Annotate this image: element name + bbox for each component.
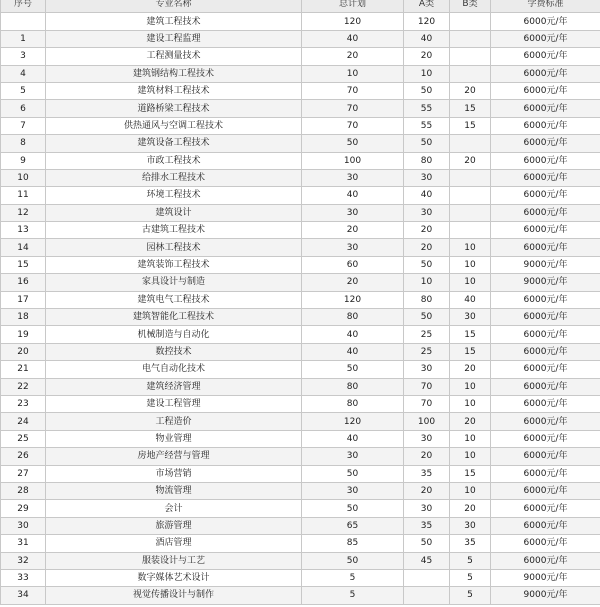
cell-major: 服装设计与工艺	[46, 552, 302, 569]
cell-a: 35	[404, 517, 450, 534]
cell-a: 30	[404, 430, 450, 447]
cell-total: 70	[302, 117, 404, 134]
cell-major: 建筑智能化工程技术	[46, 309, 302, 326]
table-row	[1, 517, 600, 534]
cell-b	[450, 187, 491, 204]
cell-a: 50	[404, 135, 450, 152]
cell-fee: 6000元/年	[491, 13, 600, 30]
cell-a: 80	[404, 291, 450, 308]
table-row	[1, 413, 600, 430]
cell-fee: 6000元/年	[491, 413, 600, 430]
cell-no: 29	[1, 500, 46, 517]
cell-a: 50	[404, 82, 450, 99]
cell-no: 1	[1, 30, 46, 47]
cell-total: 30	[302, 239, 404, 256]
cell-no: 32	[1, 552, 46, 569]
cell-total: 120	[302, 413, 404, 430]
cell-fee: 6000元/年	[491, 552, 600, 569]
cell-b: 5	[450, 569, 491, 586]
cell-b	[450, 13, 491, 30]
cell-no: 20	[1, 343, 46, 360]
cell-b: 10	[450, 378, 491, 395]
table-row	[1, 82, 600, 99]
cell-major: 工程造价	[46, 413, 302, 430]
cell-b	[450, 204, 491, 221]
cell-major: 市政工程技术	[46, 152, 302, 169]
cell-no: 12	[1, 204, 46, 221]
cell-b: 5	[450, 587, 491, 604]
cell-b: 30	[450, 517, 491, 534]
header-a: A类	[404, 0, 450, 13]
cell-major: 建设工程管理	[46, 395, 302, 412]
cell-a: 70	[404, 378, 450, 395]
table-row	[1, 13, 600, 30]
cell-fee: 6000元/年	[491, 517, 600, 534]
cell-a	[404, 569, 450, 586]
cell-total: 50	[302, 500, 404, 517]
cell-major: 酒店管理	[46, 535, 302, 552]
table-row	[1, 395, 600, 412]
table-row	[1, 535, 600, 552]
cell-a: 30	[404, 169, 450, 186]
cell-no: 25	[1, 430, 46, 447]
cell-b	[450, 65, 491, 82]
cell-total: 80	[302, 309, 404, 326]
cell-total: 20	[302, 222, 404, 239]
cell-total: 40	[302, 430, 404, 447]
table-row	[1, 204, 600, 221]
cell-no: 11	[1, 187, 46, 204]
cell-total: 50	[302, 465, 404, 482]
table-row	[1, 187, 600, 204]
cell-total: 5	[302, 587, 404, 604]
cell-total: 70	[302, 82, 404, 99]
cell-no: 31	[1, 535, 46, 552]
cell-no: 17	[1, 291, 46, 308]
cell-total: 65	[302, 517, 404, 534]
cell-total: 85	[302, 535, 404, 552]
table-row	[1, 222, 600, 239]
cell-major: 数控技术	[46, 343, 302, 360]
cell-total: 80	[302, 395, 404, 412]
cell-a: 20	[404, 222, 450, 239]
table-row	[1, 361, 600, 378]
table-row	[1, 135, 600, 152]
cell-a: 30	[404, 204, 450, 221]
cell-major: 古建筑工程技术	[46, 222, 302, 239]
table-row	[1, 587, 600, 604]
cell-no: 5	[1, 82, 46, 99]
cell-b: 10	[450, 395, 491, 412]
cell-total: 70	[302, 100, 404, 117]
cell-b: 10	[450, 448, 491, 465]
cell-total: 30	[302, 482, 404, 499]
cell-b: 10	[450, 430, 491, 447]
cell-major: 数字媒体艺术设计	[46, 569, 302, 586]
cell-total: 30	[302, 204, 404, 221]
cell-b	[450, 48, 491, 65]
cell-total: 20	[302, 274, 404, 291]
table-row	[1, 430, 600, 447]
cell-total: 10	[302, 65, 404, 82]
cell-b: 15	[450, 465, 491, 482]
cell-a: 30	[404, 361, 450, 378]
table-row	[1, 30, 600, 47]
cell-fee: 6000元/年	[491, 30, 600, 47]
cell-no: 22	[1, 378, 46, 395]
cell-fee: 6000元/年	[491, 291, 600, 308]
cell-fee: 6000元/年	[491, 204, 600, 221]
table-row	[1, 569, 600, 586]
cell-no: 7	[1, 117, 46, 134]
table-row	[1, 500, 600, 517]
cell-fee: 6000元/年	[491, 222, 600, 239]
cell-a: 45	[404, 552, 450, 569]
cell-a: 20	[404, 48, 450, 65]
cell-major: 会计	[46, 500, 302, 517]
cell-fee: 6000元/年	[491, 187, 600, 204]
header-no: 序号	[1, 0, 46, 13]
cell-no: 6	[1, 100, 46, 117]
cell-major: 建筑电气工程技术	[46, 291, 302, 308]
cell-major: 机械制造与自动化	[46, 326, 302, 343]
table-row	[1, 48, 600, 65]
cell-total: 20	[302, 48, 404, 65]
cell-fee: 6000元/年	[491, 465, 600, 482]
table-row	[1, 65, 600, 82]
cell-total: 30	[302, 448, 404, 465]
cell-major: 建设工程监理	[46, 30, 302, 47]
cell-b: 10	[450, 482, 491, 499]
cell-fee: 6000元/年	[491, 378, 600, 395]
cell-a: 20	[404, 448, 450, 465]
cell-major: 建筑经济管理	[46, 378, 302, 395]
table-row	[1, 465, 600, 482]
cell-b	[450, 169, 491, 186]
cell-a: 50	[404, 309, 450, 326]
table-row	[1, 378, 600, 395]
cell-b: 15	[450, 100, 491, 117]
cell-a: 30	[404, 500, 450, 517]
header-row	[1, 0, 600, 13]
cell-total: 5	[302, 569, 404, 586]
cell-fee: 6000元/年	[491, 395, 600, 412]
cell-major: 建筑钢结构工程技术	[46, 65, 302, 82]
table-row	[1, 309, 600, 326]
cell-no: 4	[1, 65, 46, 82]
cell-major: 建筑材料工程技术	[46, 82, 302, 99]
cell-fee: 6000元/年	[491, 326, 600, 343]
header-b: B类	[450, 0, 491, 13]
cell-major: 旅游管理	[46, 517, 302, 534]
cell-no: 34	[1, 587, 46, 604]
cell-fee: 9000元/年	[491, 587, 600, 604]
cell-no: 24	[1, 413, 46, 430]
cell-no: 10	[1, 169, 46, 186]
cell-fee: 6000元/年	[491, 117, 600, 134]
cell-major: 物业管理	[46, 430, 302, 447]
cell-b: 20	[450, 82, 491, 99]
cell-no: 16	[1, 274, 46, 291]
cell-a: 35	[404, 465, 450, 482]
cell-major: 供热通风与空调工程技术	[46, 117, 302, 134]
cell-major: 建筑装饰工程技术	[46, 256, 302, 273]
cell-major: 给排水工程技术	[46, 169, 302, 186]
header-major: 专业名称	[46, 0, 302, 13]
cell-fee: 9000元/年	[491, 274, 600, 291]
cell-fee: 6000元/年	[491, 100, 600, 117]
cell-no: 3	[1, 48, 46, 65]
cell-total: 60	[302, 256, 404, 273]
cell-fee: 6000元/年	[491, 48, 600, 65]
cell-major: 家具设计与制造	[46, 274, 302, 291]
cell-fee: 9000元/年	[491, 569, 600, 586]
table-row	[1, 552, 600, 569]
cell-major: 市场营销	[46, 465, 302, 482]
cell-a: 55	[404, 117, 450, 134]
cell-b: 5	[450, 552, 491, 569]
cell-a: 10	[404, 65, 450, 82]
cell-a: 40	[404, 30, 450, 47]
cell-b: 40	[450, 291, 491, 308]
cell-a: 25	[404, 343, 450, 360]
cell-major: 建筑设备工程技术	[46, 135, 302, 152]
table-row	[1, 482, 600, 499]
table-header	[1, 0, 600, 13]
cell-no: 23	[1, 395, 46, 412]
cell-fee: 6000元/年	[491, 343, 600, 360]
table-row	[1, 239, 600, 256]
cell-no	[1, 13, 46, 30]
cell-major: 园林工程技术	[46, 239, 302, 256]
header-fee: 学费标准	[491, 0, 600, 13]
table-row	[1, 448, 600, 465]
table-row	[1, 326, 600, 343]
table-body	[1, 13, 600, 604]
cell-a: 10	[404, 274, 450, 291]
cell-b: 20	[450, 413, 491, 430]
cell-a: 25	[404, 326, 450, 343]
cell-a: 50	[404, 535, 450, 552]
table-row	[1, 152, 600, 169]
cell-b: 30	[450, 309, 491, 326]
cell-fee: 6000元/年	[491, 535, 600, 552]
cell-total: 40	[302, 30, 404, 47]
cell-a: 120	[404, 13, 450, 30]
cell-major: 环境工程技术	[46, 187, 302, 204]
cell-no: 14	[1, 239, 46, 256]
cell-total: 40	[302, 326, 404, 343]
table-row	[1, 169, 600, 186]
table-row	[1, 291, 600, 308]
cell-b	[450, 222, 491, 239]
cell-no: 15	[1, 256, 46, 273]
cell-total: 40	[302, 187, 404, 204]
cell-total: 120	[302, 291, 404, 308]
cell-no: 28	[1, 482, 46, 499]
cell-no: 27	[1, 465, 46, 482]
cell-major: 视觉传播设计与制作	[46, 587, 302, 604]
cell-fee: 6000元/年	[491, 309, 600, 326]
cell-no: 9	[1, 152, 46, 169]
cell-b: 15	[450, 117, 491, 134]
cell-b: 10	[450, 239, 491, 256]
cell-a: 20	[404, 482, 450, 499]
cell-total: 120	[302, 13, 404, 30]
cell-fee: 6000元/年	[491, 239, 600, 256]
table-row	[1, 100, 600, 117]
cell-a: 70	[404, 395, 450, 412]
cell-major: 房地产经营与管理	[46, 448, 302, 465]
cell-b: 20	[450, 500, 491, 517]
cell-no: 30	[1, 517, 46, 534]
cell-no: 21	[1, 361, 46, 378]
table-row	[1, 117, 600, 134]
cell-b: 35	[450, 535, 491, 552]
cell-b: 10	[450, 256, 491, 273]
cell-a: 80	[404, 152, 450, 169]
cell-fee: 6000元/年	[491, 500, 600, 517]
cell-b: 20	[450, 361, 491, 378]
cell-fee: 6000元/年	[491, 135, 600, 152]
cell-no: 18	[1, 309, 46, 326]
cell-a: 20	[404, 239, 450, 256]
cell-no: 13	[1, 222, 46, 239]
header-total: 总计划	[302, 0, 404, 13]
cell-major: 电气自动化技术	[46, 361, 302, 378]
cell-total: 40	[302, 343, 404, 360]
cell-total: 30	[302, 169, 404, 186]
cell-fee: 6000元/年	[491, 430, 600, 447]
cell-fee: 6000元/年	[491, 482, 600, 499]
cell-a: 40	[404, 187, 450, 204]
cell-total: 50	[302, 361, 404, 378]
cell-a	[404, 587, 450, 604]
cell-b: 15	[450, 326, 491, 343]
cell-fee: 6000元/年	[491, 448, 600, 465]
cell-fee: 6000元/年	[491, 65, 600, 82]
cell-no: 8	[1, 135, 46, 152]
table-row	[1, 343, 600, 360]
cell-no: 33	[1, 569, 46, 586]
cell-a: 55	[404, 100, 450, 117]
cell-major: 物流管理	[46, 482, 302, 499]
cell-major: 道路桥梁工程技术	[46, 100, 302, 117]
cell-b	[450, 30, 491, 47]
cell-b: 15	[450, 343, 491, 360]
cell-fee: 6000元/年	[491, 82, 600, 99]
cell-total: 100	[302, 152, 404, 169]
cell-no: 26	[1, 448, 46, 465]
table-row	[1, 256, 600, 273]
cell-b	[450, 135, 491, 152]
cell-fee: 6000元/年	[491, 361, 600, 378]
table-row	[1, 274, 600, 291]
cell-fee: 6000元/年	[491, 169, 600, 186]
cell-total: 50	[302, 135, 404, 152]
cell-major: 建筑设计	[46, 204, 302, 221]
cell-b: 20	[450, 152, 491, 169]
cell-no: 19	[1, 326, 46, 343]
cell-total: 50	[302, 552, 404, 569]
cell-fee: 6000元/年	[491, 152, 600, 169]
cell-a: 50	[404, 256, 450, 273]
cell-major: 建筑工程技术	[46, 13, 302, 30]
cell-b: 10	[450, 274, 491, 291]
cell-a: 100	[404, 413, 450, 430]
cell-fee: 9000元/年	[491, 256, 600, 273]
cell-total: 80	[302, 378, 404, 395]
cell-major: 工程测量技术	[46, 48, 302, 65]
